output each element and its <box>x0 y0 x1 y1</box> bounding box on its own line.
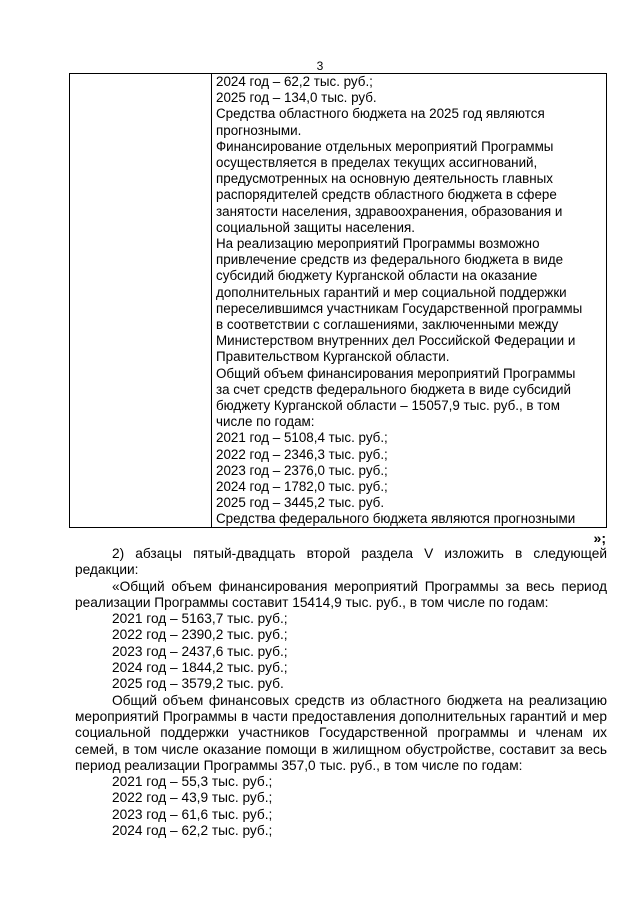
table-line: Средства федерального бюджета являются прогнозными <box>216 511 576 527</box>
amendment-paragraph <box>75 546 607 579</box>
page-number: 3 <box>316 59 324 73</box>
table-line: Финансирование отдельных мероприятий Программы <box>216 138 554 154</box>
regional-year-line: 2024 год – 62,2 тыс. руб.; <box>112 823 273 839</box>
total-year-line: 2023 год – 2437,6 тыс. руб.; <box>112 643 288 659</box>
table-line: 2024 год – 62,2 тыс. руб.; <box>216 74 373 89</box>
total-financing-text: «Общий объем финансирования мероприятий Программы за весь период реализации Программы составит 15414,9 тыс. руб., в том числе по годам: <box>75 578 607 610</box>
regional-year-line: 2021 год – 55,3 тыс. руб.; <box>112 774 273 790</box>
table-column-divider <box>211 74 212 527</box>
total-year-line: 2021 год – 5163,7 тыс. руб.; <box>112 611 288 627</box>
table-line: 2022 год – 2346,3 тыс. руб.; <box>216 446 388 462</box>
table-line: числе по годам: <box>216 414 315 430</box>
table-line: 2024 год – 1782,0 тыс. руб.; <box>216 479 388 495</box>
table-line: 2025 год – 3445,2 тыс. руб. <box>216 495 385 511</box>
regional-financing-paragraph <box>75 693 607 774</box>
table-line: Средства областного бюджета на 2025 год являются <box>216 106 545 122</box>
table-line: переселившимся участникам Государственной программы <box>216 300 583 316</box>
financing-table <box>69 73 607 528</box>
table-line: социальной защиты населения. <box>216 219 415 235</box>
table-line: 2025 год – 134,0 тыс. руб. <box>216 90 377 106</box>
table-line: прогнозными. <box>216 122 302 138</box>
table-line: 2023 год – 2376,0 тыс. руб.; <box>216 462 388 478</box>
regional-year-line: 2022 год – 43,9 тыс. руб.; <box>112 790 273 806</box>
table-line: привлечение средств из федерального бюджета в виде <box>216 252 564 268</box>
table-right-cell <box>216 74 602 528</box>
table-line: На реализацию мероприятий Программы возможно <box>216 236 540 252</box>
amendment-text: 2) абзацы пятый-двадцать второй раздела V изложить в следующей редакции: <box>75 546 607 578</box>
table-line: за счет средств федерального бюджета в виде субсидий <box>216 381 571 397</box>
regional-financing-text: Общий объем финансовых средств из областного бюджета на реализацию мероприятий Программы в части предоставления дополнительных гарантий и мер социальной поддержки участников Государственной программы и членам их семей, в том числе оказание помощи в жилищном обустройстве, составит за весь период реализации Программы 357,0 тыс. руб., в том числе по годам: <box>75 692 607 773</box>
closing-quote: »; <box>593 530 606 546</box>
regional-year-line: 2023 год – 61,6 тыс. руб.; <box>112 806 273 822</box>
table-line: предусмотренных на основную деятельность главных <box>216 171 553 187</box>
table-line: занятости населения, здравоохранения, образования и <box>216 203 563 219</box>
total-year-line: 2025 год – 3579,2 тыс. руб. <box>112 676 284 692</box>
table-line: распорядителей средств областного бюджета в сфере <box>216 187 557 203</box>
table-line: 2021 год – 5108,4 тыс. руб.; <box>216 430 388 446</box>
total-year-line: 2022 год – 2390,2 тыс. руб.; <box>112 627 288 643</box>
table-line: Министерством внутренних дел Российской Федерации и <box>216 333 576 349</box>
table-line: дополнительных гарантий и мер социальной поддержки <box>216 284 567 300</box>
table-line: Общий объем финансирования мероприятий Программы <box>216 365 576 381</box>
document-body <box>75 546 607 839</box>
total-financing-paragraph <box>75 579 607 612</box>
table-line: субсидий бюджету Курганской области на оказание <box>216 268 538 284</box>
table-line: Правительством Курганской области. <box>216 349 450 365</box>
table-line: бюджету Курганской области – 15057,9 тыс. руб., в том <box>216 398 560 414</box>
table-line: в соответствии с соглашениями, заключенными между <box>216 317 559 333</box>
total-year-line: 2024 год – 1844,2 тыс. руб.; <box>112 660 288 676</box>
table-line: осуществляется в пределах текущих ассигнований, <box>216 155 538 171</box>
